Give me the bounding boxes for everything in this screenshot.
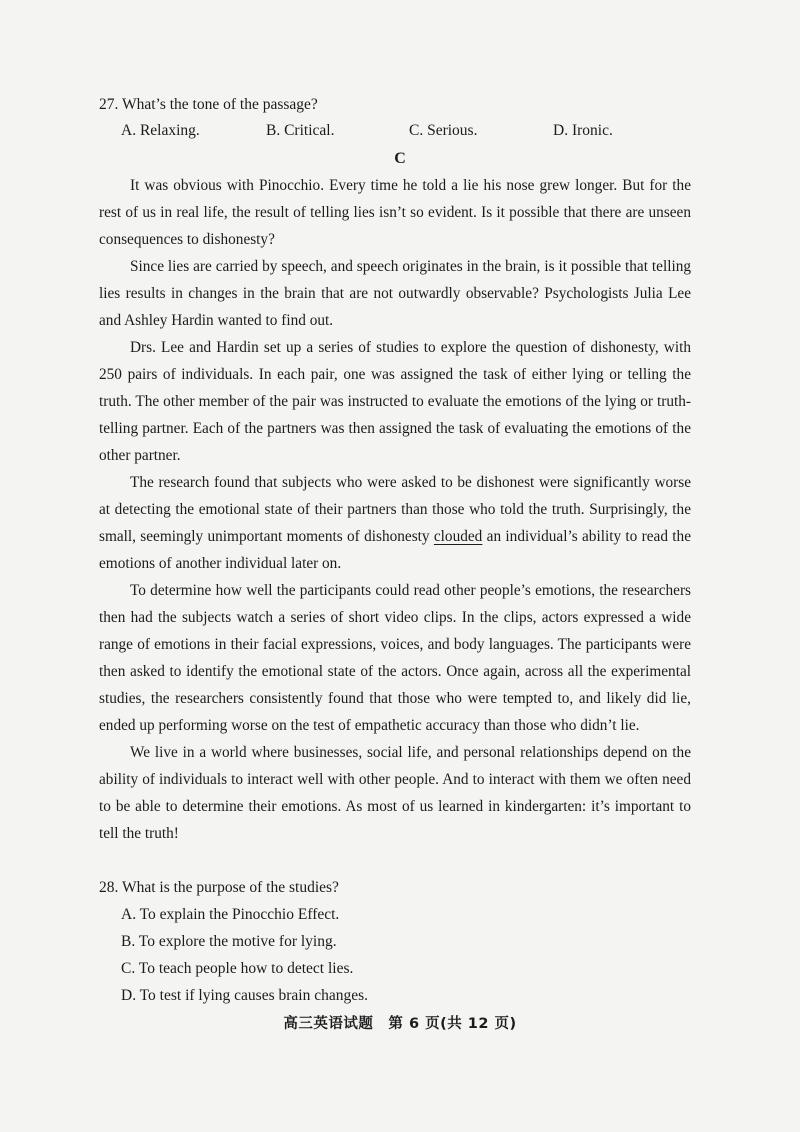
paragraph-6: We live in a world where businesses, social life, and personal relationships depend on the ability of individuals to interact well with other people. And to interact with them we often need to be able to determine their emotions. As most of us learned in kindergarten: it’s important to tell the truth! (99, 744, 691, 842)
question-28-option-c: C. To teach people how to detect lies. (121, 960, 354, 977)
section-label: C (394, 150, 406, 167)
question-28-option-a: A. To explain the Pinocchio Effect. (121, 906, 340, 923)
question-28-option-b: B. To explore the motive for lying. (121, 933, 337, 950)
paragraph-4-text-before: The research found that subjects who were asked to be dishonest were significantly worse at detecting the emotional state of their partners than those who told the truth. Surprisingly, the small, seemingly unimportant moments of dishonesty (99, 474, 691, 545)
underlined-word: clouded (433, 528, 483, 545)
paragraph-2: Since lies are carried by speech, and speech originates in the brain, is it possible that telling lies results in changes in the brain that are not outwardly observable? Psychologists Julia Lee and Ashley Hardin wanted to find out. (99, 258, 691, 329)
question-28-option-d: D. To test if lying causes brain changes. (121, 987, 369, 1004)
passage (99, 172, 691, 847)
question-28 (99, 874, 368, 1009)
question-27-option-b: B. Critical. (266, 122, 335, 139)
paragraph-3: Drs. Lee and Hardin set up a series of studies to explore the question of dishonesty, with 250 pairs of individuals. In each pair, one was assigned the task of either lying or telling the truth. The other member of the pair was instructed to evaluate the emotions of the lying or truth-telling partner. Each of the partners was then assigned the task of evaluating the emotions of the other partner. (99, 339, 691, 464)
question-27-option-c: C. Serious. (409, 122, 478, 139)
question-28-stem: 28. What is the purpose of the studies? (99, 879, 339, 896)
paragraph-5: To determine how well the participants could read other people’s emotions, the researchers then had the subjects watch a series of short video clips. In the clips, actors expressed a wide range of emotions in their facial expressions, voices, and body languages. The participants were then asked to identify the emotional state of the actors. Once again, across all the experimental studies, the researchers consistently found that those who were tempted to, and likely did lie, ended up performing worse on the test of empathetic accuracy than those who didn’t lie. (99, 582, 691, 734)
paragraph-4 (99, 469, 691, 577)
page-footer: 高三英语试题 第 6 页(共 12 页) (283, 1016, 517, 1032)
question-27-stem: 27. What’s the tone of the passage? (99, 96, 318, 113)
paragraph-4-text-after: an individual’s ability to read the emotions of another individual later on. (99, 528, 691, 572)
paragraph-1: It was obvious with Pinocchio. Every time he told a lie his nose grew longer. But for the rest of us in real life, the result of telling lies isn’t so evident. Is it possible that there are unseen consequences to dishonesty? (99, 177, 691, 248)
question-27-option-d: D. Ironic. (553, 122, 613, 139)
question-27-option-a: A. Relaxing. (121, 122, 200, 139)
question-27-options (121, 122, 721, 144)
